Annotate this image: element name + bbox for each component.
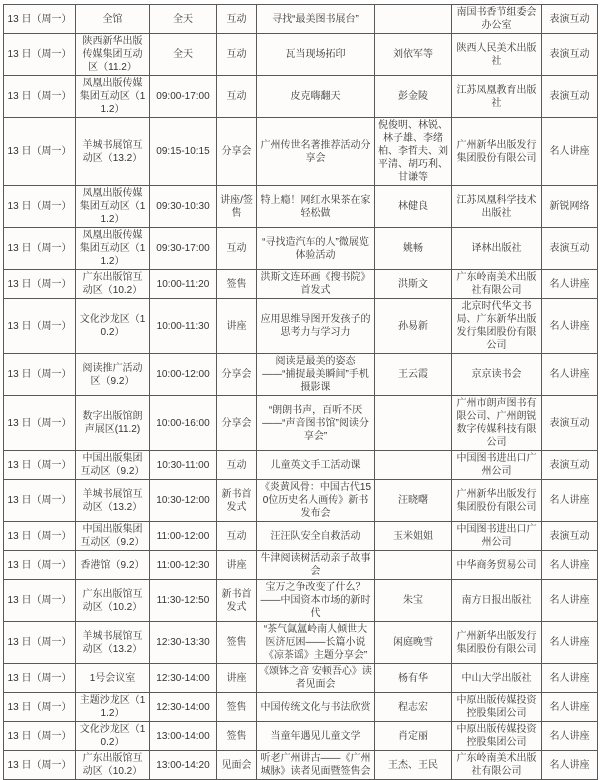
cell-venue: 凤凰出版传媒集团互动区（11.2） [76, 186, 150, 228]
cell-category: 名人讲座 [542, 551, 598, 580]
cell-event-title: 寻找“最美图书展台” [257, 5, 375, 34]
cell-event-type: 讲座 [217, 551, 257, 580]
cell-time: 11:00-12:30 [150, 551, 217, 580]
cell-category: 表演互动 [542, 228, 598, 270]
cell-date: 13 日（周一） [4, 693, 76, 722]
cell-time: 10:00-11:30 [150, 299, 217, 354]
schedule-body [4, 5, 598, 780]
table-row [4, 118, 598, 186]
cell-time: 11:30-12:50 [150, 580, 217, 622]
cell-date: 13 日（周一） [4, 34, 76, 76]
cell-organizer: 江苏凤凰科学技术出版社 [452, 186, 542, 228]
cell-event-title: 宝万之争改变了什么？——中国资本市场的新时代 [257, 580, 375, 622]
cell-event-type: 互动 [217, 34, 257, 76]
cell-venue: 1号会议室 [76, 664, 150, 693]
cell-category: 名人讲座 [542, 299, 598, 354]
cell-venue: 文化沙龙区（10.2） [76, 722, 150, 751]
cell-organizer: 中华商务贸易公司 [452, 551, 542, 580]
cell-time: 10:00-16:00 [150, 396, 217, 451]
cell-date: 13 日（周一） [4, 270, 76, 299]
table-row [4, 751, 598, 780]
cell-event-title: 广州传世名著推荐活动分享会 [257, 118, 375, 186]
cell-event-type: 签售 [217, 693, 257, 722]
cell-venue: 凤凰出版传媒集团互动区（11.2） [76, 76, 150, 118]
cell-organizer: 陕西人民美术出版社 [452, 34, 542, 76]
cell-event-title: 应用思维导图开发孩子的思考力与学习力 [257, 299, 375, 354]
table-row [4, 451, 598, 480]
cell-event-title: 特上瘾！网红水果茶在家轻松做 [257, 186, 375, 228]
cell-event-type: 签售 [217, 270, 257, 299]
cell-date: 13 日（周一） [4, 722, 76, 751]
cell-category: 名人讲座 [542, 270, 598, 299]
cell-organizer: 中国图书进出口广州公司 [452, 522, 542, 551]
cell-time: 10:00-11:20 [150, 270, 217, 299]
cell-date: 13 日（周一） [4, 299, 76, 354]
cell-date: 13 日（周一） [4, 118, 76, 186]
cell-time: 13:00-14:20 [150, 751, 217, 780]
cell-venue: 羊城书展馆互动区（13.2） [76, 622, 150, 664]
cell-event-type: 讲座/签售 [217, 186, 257, 228]
table-row [4, 551, 598, 580]
cell-time: 09:00-17:00 [150, 76, 217, 118]
cell-event-type: 新书首发式 [217, 480, 257, 522]
table-row [4, 722, 598, 751]
cell-event-type: 见面会 [217, 751, 257, 780]
cell-event-type: 互动 [217, 76, 257, 118]
cell-event-type: 签售 [217, 722, 257, 751]
cell-event-type: 签售 [217, 622, 257, 664]
cell-organizer: 广州新华出版发行集团股份有限公司 [452, 480, 542, 522]
cell-category: 表演互动 [542, 451, 598, 480]
cell-time: 09:30-10:30 [150, 186, 217, 228]
cell-event-title: 《颂钵之音 安顿吾心》读者见面会 [257, 664, 375, 693]
cell-event-type: 互动 [217, 228, 257, 270]
cell-date: 13 日（周一） [4, 228, 76, 270]
cell-event-type: 互动 [217, 5, 257, 34]
cell-guest: 姚畅 [375, 228, 452, 270]
cell-organizer: 译林出版社 [452, 228, 542, 270]
cell-guest: 闲庭晚雪 [375, 622, 452, 664]
cell-time: 12:30-14:00 [150, 693, 217, 722]
cell-guest: 程志宏 [375, 693, 452, 722]
table-row [4, 664, 598, 693]
cell-time: 13:00-14:00 [150, 722, 217, 751]
cell-category: 名人讲座 [542, 722, 598, 751]
cell-time: 12:30-13:30 [150, 622, 217, 664]
cell-venue: 全馆 [76, 5, 150, 34]
cell-event-title: 汪汪队安全自救活动 [257, 522, 375, 551]
cell-category: 表演互动 [542, 396, 598, 451]
cell-date: 13 日（周一） [4, 522, 76, 551]
cell-category: 表演互动 [542, 34, 598, 76]
cell-event-title: 阅读是最美的姿态——“捕捉最美瞬间”手机摄影课 [257, 354, 375, 396]
cell-venue: 阅读推广活动区（9.2） [76, 354, 150, 396]
cell-venue: 广东出版馆互动区（10.2） [76, 751, 150, 780]
cell-organizer: 北京时代华文书局、广东新华出版发行集团股份有限公司 [452, 299, 542, 354]
table-row [4, 354, 598, 396]
cell-time: 10:30-11:00 [150, 451, 217, 480]
cell-guest: 倪俊明、林锐、林子雄、李绪柏、李哲夫、刘平清、胡巧利、甘谦等 [375, 118, 452, 186]
cell-date: 13 日（周一） [4, 622, 76, 664]
cell-event-title: 牛津阅读树活动亲子故事会 [257, 551, 375, 580]
cell-organizer: 中原出版传媒投资控股集团公司 [452, 722, 542, 751]
cell-venue: 羊城书展馆互动区（13.2） [76, 480, 150, 522]
cell-organizer: 京京读书会 [452, 354, 542, 396]
cell-category: 名人讲座 [542, 580, 598, 622]
event-schedule-table [3, 4, 598, 780]
cell-venue: 陕西新华出版传媒集团互动区（11.2） [76, 34, 150, 76]
cell-guest [375, 451, 452, 480]
cell-guest: 杨有华 [375, 664, 452, 693]
cell-event-title: “寻找造汽车的人”微展览体验活动 [257, 228, 375, 270]
cell-date: 13 日（周一） [4, 396, 76, 451]
table-row [4, 5, 598, 34]
cell-guest: 王杰、王民 [375, 751, 452, 780]
cell-venue: 广东出版馆互动区（10.2） [76, 580, 150, 622]
cell-venue: 凤凰出版传媒集团互动区（11.2） [76, 228, 150, 270]
cell-organizer: 中山大学出版社 [452, 664, 542, 693]
cell-category: 名人讲座 [542, 751, 598, 780]
cell-venue: 文化沙龙区（10.2） [76, 299, 150, 354]
cell-category: 名人讲座 [542, 664, 598, 693]
cell-event-type: 互动 [217, 522, 257, 551]
table-row [4, 580, 598, 622]
cell-guest: 刘依军等 [375, 34, 452, 76]
cell-guest: 林健良 [375, 186, 452, 228]
cell-category: 名人讲座 [542, 354, 598, 396]
cell-event-title: “朗朗书声，百听不厌——“声音图书馆”阅读分享会” [257, 396, 375, 451]
cell-time: 09:15-10:15 [150, 118, 217, 186]
cell-time: 全天 [150, 34, 217, 76]
cell-venue: 广东出版馆互动区（10.2） [76, 270, 150, 299]
cell-guest: 洪斯文 [375, 270, 452, 299]
cell-time: 10:00-12:00 [150, 354, 217, 396]
cell-date: 13 日（周一） [4, 580, 76, 622]
cell-organizer: 广州市朗声图书有限公司、广州朗锐数字传媒科技有限公司 [452, 396, 542, 451]
table-row [4, 299, 598, 354]
cell-venue: 中国出版集团互动区（9.2） [76, 522, 150, 551]
cell-organizer: 江苏凤凰教育出版社 [452, 76, 542, 118]
cell-time: 全天 [150, 5, 217, 34]
cell-date: 13 日（周一） [4, 551, 76, 580]
table-row [4, 480, 598, 522]
cell-event-type: 分享会 [217, 354, 257, 396]
table-row [4, 522, 598, 551]
cell-event-type: 分享会 [217, 118, 257, 186]
table-row [4, 270, 598, 299]
cell-category: 名人讲座 [542, 622, 598, 664]
cell-date: 13 日（周一） [4, 76, 76, 118]
cell-date: 13 日（周一） [4, 186, 76, 228]
cell-date: 13 日（周一） [4, 354, 76, 396]
cell-time: 09:30-17:00 [150, 228, 217, 270]
table-row [4, 622, 598, 664]
cell-event-type: 讲座 [217, 664, 257, 693]
cell-event-type: 新书首发式 [217, 580, 257, 622]
cell-category: 表演互动 [542, 522, 598, 551]
cell-organizer: 中原出版传媒投资控股集团公司 [452, 693, 542, 722]
cell-venue: 香港馆（9.2） [76, 551, 150, 580]
cell-time: 10:30-12:00 [150, 480, 217, 522]
cell-organizer: 南国书香节组委会办公室 [452, 5, 542, 34]
cell-organizer: 广州新华出版发行集团股份有限公司 [452, 118, 542, 186]
cell-venue: 中国出版集团互动区（9.2） [76, 451, 150, 480]
cell-event-type: 分享会 [217, 396, 257, 451]
cell-organizer: 广东岭南美术出版社有限公司 [452, 751, 542, 780]
cell-category: 新锐网络 [542, 186, 598, 228]
cell-guest: 彭金陵 [375, 76, 452, 118]
table-row [4, 693, 598, 722]
cell-event-title: 皮克嗨翻天 [257, 76, 375, 118]
cell-event-title: 《炎黄风骨：中国古代150位历史名人画传》新书发布会 [257, 480, 375, 522]
cell-guest: 孙易新 [375, 299, 452, 354]
cell-category: 表演互动 [542, 5, 598, 34]
cell-organizer: 广东岭南美术出版社有限公司 [452, 270, 542, 299]
cell-venue: 羊城书展馆互动区（13.2） [76, 118, 150, 186]
cell-time: 12:30-14:00 [150, 664, 217, 693]
cell-event-title: 洪斯文连环画《搜书院》首发式 [257, 270, 375, 299]
cell-guest [375, 5, 452, 34]
cell-category: 名人讲座 [542, 118, 598, 186]
cell-guest: 玉米姐姐 [375, 522, 452, 551]
cell-event-title: 听老广州讲古——《广州城脉》读者见面暨签售会 [257, 751, 375, 780]
cell-organizer: 中国图书进出口广州公司 [452, 451, 542, 480]
cell-guest: 汪晓曙 [375, 480, 452, 522]
cell-event-type: 互动 [217, 451, 257, 480]
cell-event-title: “茶气氤氲岭南人倾世大医济厄困——长篇小说《凉茶谣》主题分享会” [257, 622, 375, 664]
cell-venue: 数字出版馆朗声展区(11.2) [76, 396, 150, 451]
table-row [4, 76, 598, 118]
cell-event-title: 瓦当现场拓印 [257, 34, 375, 76]
cell-guest [375, 396, 452, 451]
table-row [4, 396, 598, 451]
cell-guest: 朱宝 [375, 580, 452, 622]
cell-guest: 王云霞 [375, 354, 452, 396]
cell-venue: 主题沙龙区（11.2） [76, 693, 150, 722]
cell-event-type: 讲座 [217, 299, 257, 354]
table-row [4, 228, 598, 270]
cell-organizer: 广州新华出版发行集团股份有限公司 [452, 622, 542, 664]
cell-date: 13 日（周一） [4, 480, 76, 522]
cell-category: 名人讲座 [542, 480, 598, 522]
cell-date: 13 日（周一） [4, 664, 76, 693]
cell-guest [375, 551, 452, 580]
table-row [4, 186, 598, 228]
cell-category: 表演互动 [542, 76, 598, 118]
table-row [4, 34, 598, 76]
cell-date: 13 日（周一） [4, 751, 76, 780]
cell-event-title: 当童年遇见儿童文学 [257, 722, 375, 751]
cell-event-title: 儿童英文手工活动课 [257, 451, 375, 480]
cell-date: 13 日（周一） [4, 451, 76, 480]
cell-organizer: 南方日报出版社 [452, 580, 542, 622]
cell-event-title: 中国传统文化与书法欣赏 [257, 693, 375, 722]
cell-time: 11:00-12:00 [150, 522, 217, 551]
cell-guest: 肖定丽 [375, 722, 452, 751]
cell-category: 名人讲座 [542, 693, 598, 722]
cell-date: 13 日（周一） [4, 5, 76, 34]
